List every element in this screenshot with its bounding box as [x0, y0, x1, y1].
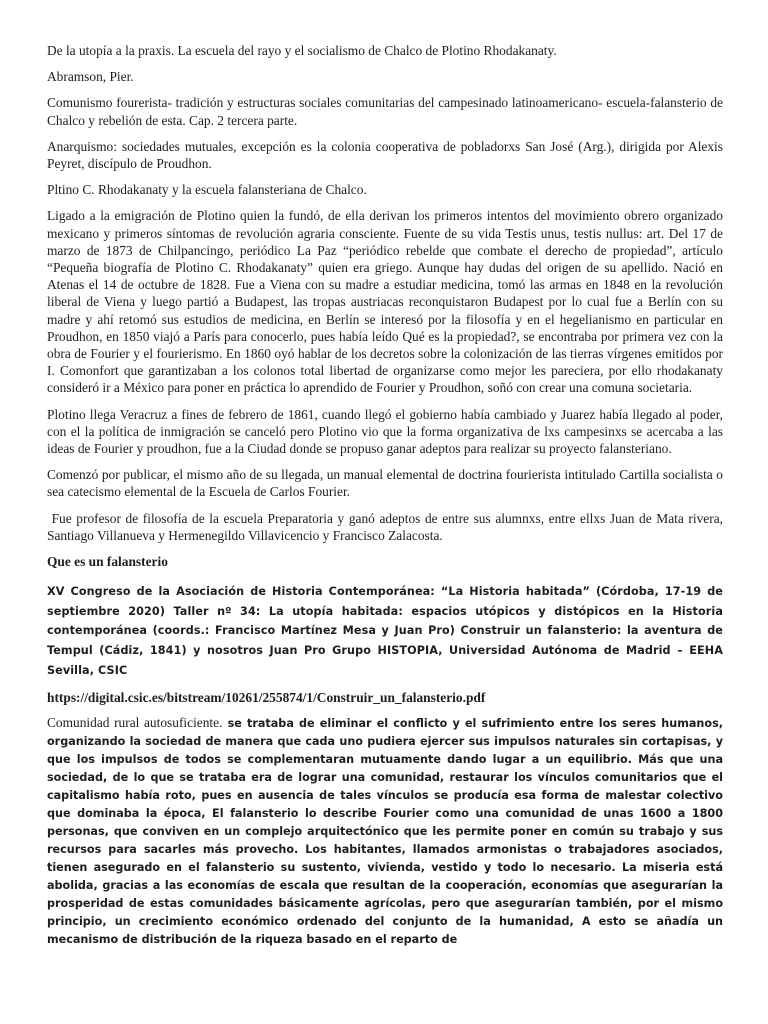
- document-author: Abramson, Pier.: [47, 69, 134, 85]
- paragraph-congreso: XV Congreso de la Asociación de Historia Contemporánea: “La Historia habitada” (Córdoba, 17-19 de septiembre 2020) Taller nº 34: La utopía habitada: espacios utópicos y distópicos en la Historia contemporánea (coords.: Francisco Martínez Mesa y Juan Pro) Construir un falansterio: la aventura de Tempul (Cádiz, 1841) y nosotros Juan Pro Grupo HISTOPIA, Universidad Autónoma de Madrid – EEHA Sevilla, CSIC: [47, 585, 723, 677]
- paragraph-profesor: Fue profesor de filosofía de la escuela Preparatoria y ganó adeptos de entre sus alumnxs, entre ellxs Juan de Mata rivera, Santiago Villanueva y Hermenegildo Villavicencio y Francisco Zalacosta.: [47, 510, 727, 543]
- paragraph-ligado: Ligado a la emigración de Plotino quien la fundó, de ella derivan los primeros intentos del movimiento obrero organizado mexicano y primeros síntomas de revolución agraria consciente. Fuente de su vida Testis unus, testis nullus: art. Del 17 de marzo de 1873 de Chilpancingo, periódico La Paz “periódico rebelde que combate el derecho de propiedad”, artículo “Pequeña biografía de Plotino C. Rhodakanaty” quien era griego. Aunque hay dudas del origen de su apellido. Nació en Atenas el 14 de octubre de 1828. Fue a Viena con su madre a estudiar medicina, tomó las armas en 1848 en la revolución liberal de Viena y luego partió a Budapest, las tropas austriacas reconquistaron Budapest por lo cual fue a Berlín con su madre y ahí retomó sus estudios de medicina, en Berlín se interesó por la filosofía y en el hegelianismo en particular en Proudhon, en 1850 viajó a París para conocerlo, pues había leído Qué es la propiedad?, se encontraba por primera vez con la obra de Fourier y el fourierismo. En 1860 oyó hablar de los decretos sobre la colonización de las tierras vírgenes emitidos por I. Comonfort que garantizaban a los colonos total libertad de organizarse como mejor les pareciera, por ello rhodakanaty consideró ir a México para poner en práctica lo aprendido de Fourier y Proudhon, soñó con crear una comuna societaria.: [47, 208, 723, 396]
- paragraph-comunismo: Comunismo fourerista- tradición y estructuras sociales comunitarias del campesinado latinoamericano- escuela-falansterio de Chalco y rebelión de esta. Cap. 2 tercera parte.: [47, 95, 723, 128]
- paragraph-plotino: Plotino llega Veracruz a fines de febrero de 1861, cuando llegó el gobierno había cambiado y Juarez había llegado al poder, con el la política de inmigración se canceló pero Plotino vio que la forma organizativa de lxs campesinxs se acercaba a las ideas de Fourier y proudhon, fue a la Ciudad donde se propuso ganar adeptos para realizar su proyecto falansteriano.: [47, 406, 723, 457]
- document-page: [47, 42, 727, 948]
- paragraph-comenzo: Comenzó por publicar, el mismo año de su llegada, un manual elemental de doctrina fourierista intitulado Cartilla socialista o sea catecismo elemental de la Escuela de Carlos Fourier.: [47, 467, 723, 500]
- paragraph-comunidad: [47, 714, 723, 948]
- paragraph-anarquismo: Anarquismo: sociedades mutuales, excepción es la colonia cooperativa de pobladorxs San José (Arg.), dirigida por Alexis Peyret, discípulo de Proudhon.: [47, 138, 723, 172]
- paragraph-comunidad-body: se trataba de eliminar el conflicto y el sufrimiento entre los seres humanos, organizando la sociedad de manera que cada uno pudiera ejercer sus impulsos naturales sin cortapisas, y que los impulsos de todos se complementaran mutuamente dando lugar a un equilibrio. Más que una sociedad, de lo que se trataba era de lograr una comunidad, restaurar los vínculos comunitarios que el capitalismo había roto, pues en ausencia de tales vínculos se producía esa forma de malestar colectivo que dominaba la época, El falansterio lo describe Fourier como una comunidad de unas 1600 a 1800 personas, que conviven en un complejo arquitectónico que les permite poner en común su trabajo y sus recursos para sacarles más provecho. Los habitantes, llamados armonistas o trabajadores asociados, tienen asegurado en el falansterio su sustento, vivienda, vestido y todo lo necesario. La miseria está abolida, gracias a las economías de escala que resultan de la cooperación, economías que asegurarían la prosperidad de estas comunidades básicamente agrícolas, pero que asegurarían también, por el mismo principio, un crecimiento económico ordenado del conjunto de la humanidad, A esto se añadía un mecanismo de distribución de la riqueza basado en el reparto de: [47, 717, 723, 947]
- document-title-line: De la utopía a la praxis. La escuela del rayo y el socialismo de Chalco de Plotino Rhodakanaty.: [47, 43, 557, 58]
- section-title: Pltino C. Rhodakanaty y la escuela falansteriana de Chalco.: [47, 182, 367, 198]
- paragraph-comunidad-lead: Comunidad rural autosuficiente.: [47, 715, 223, 731]
- heading-falansterio: Que es un falansterio: [47, 554, 168, 570]
- source-url-link[interactable]: https://digital.csic.es/bitstream/10261/255874/1/Construir_un_falansterio.pdf: [47, 690, 486, 706]
